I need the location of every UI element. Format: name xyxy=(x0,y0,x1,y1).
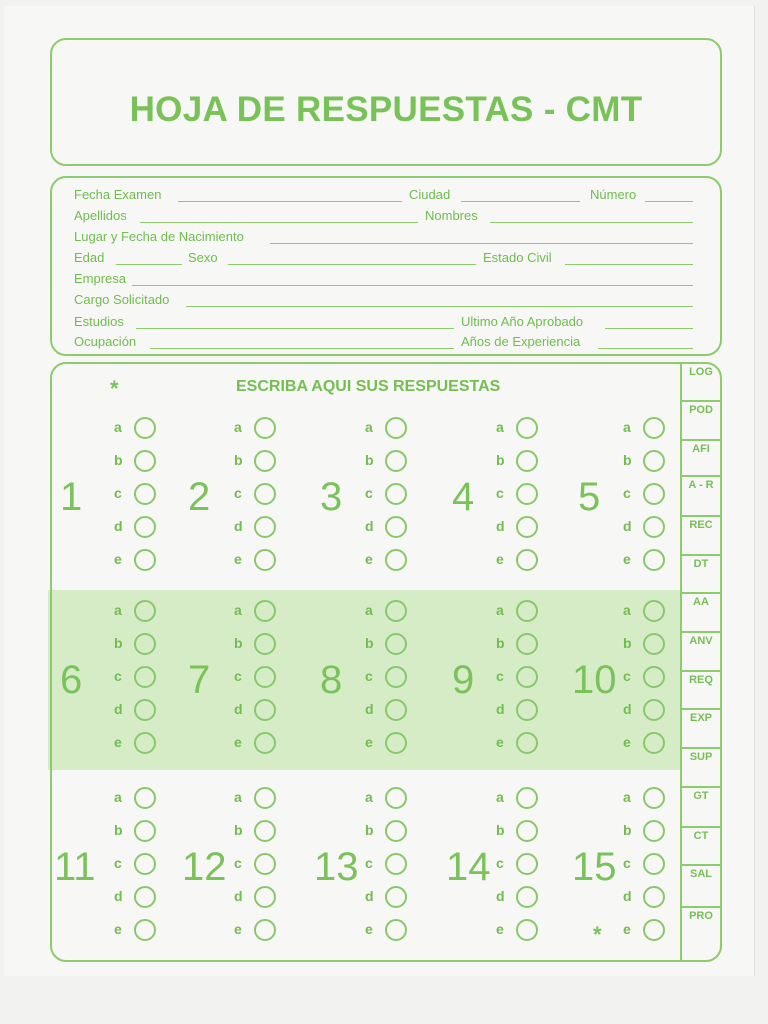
option-label: d xyxy=(623,888,632,904)
label-cargo-solicitado: Cargo Solicitado xyxy=(74,292,170,307)
option-label: d xyxy=(496,701,505,717)
answer-bubble-q3-d[interactable] xyxy=(385,516,407,538)
option-label: a xyxy=(365,789,373,805)
answer-bubble-q14-c[interactable] xyxy=(516,853,538,875)
answer-bubble-q2-e[interactable] xyxy=(254,549,276,571)
option-label: e xyxy=(496,734,504,750)
scale-tag: GT xyxy=(682,788,720,828)
label-numero: Número xyxy=(590,187,637,202)
option-label: c xyxy=(114,485,122,501)
scale-tag: A - R xyxy=(682,477,720,517)
answer-bubble-q12-b[interactable] xyxy=(254,820,276,842)
option-label: b xyxy=(234,452,243,468)
option-label: b xyxy=(496,822,505,838)
question-number: 9 xyxy=(452,658,475,702)
label-ocupacion: Ocupación xyxy=(74,334,137,349)
personal-data-box xyxy=(50,176,722,356)
answer-bubble-q4-d[interactable] xyxy=(516,516,538,538)
field-ocupacion[interactable] xyxy=(150,348,454,349)
scale-tag: ANV xyxy=(682,633,720,672)
scale-tag: SAL xyxy=(682,866,720,908)
answer-bubble-q13-c[interactable] xyxy=(385,853,407,875)
field-edad[interactable] xyxy=(116,264,182,265)
answer-bubble-q7-c[interactable] xyxy=(254,666,276,688)
option-label: b xyxy=(365,635,374,651)
option-label: a xyxy=(234,602,242,618)
label-estado-civil: Estado Civil xyxy=(483,250,552,265)
option-label: d xyxy=(365,701,374,717)
label-ciudad: Ciudad xyxy=(409,187,451,202)
option-label: e xyxy=(234,921,242,937)
answer-bubble-q10-c[interactable] xyxy=(643,666,665,688)
answer-bubble-q1-a[interactable] xyxy=(134,417,156,439)
option-label: e xyxy=(234,551,242,567)
title-box xyxy=(50,38,722,166)
answer-bubble-q5-e[interactable] xyxy=(643,549,665,571)
question-number: 12 xyxy=(182,845,227,889)
answer-bubble-q11-c[interactable] xyxy=(134,853,156,875)
field-numero[interactable] xyxy=(645,201,693,202)
option-label: e xyxy=(365,734,373,750)
option-label: d xyxy=(623,701,632,717)
scale-tag: CT xyxy=(682,828,720,866)
field-anios-experiencia[interactable] xyxy=(598,348,693,349)
option-label: c xyxy=(496,855,504,871)
answer-bubble-q10-a[interactable] xyxy=(643,600,665,622)
answer-bubble-q4-a[interactable] xyxy=(516,417,538,439)
scale-tag: REQ xyxy=(682,672,720,710)
question-number: 2 xyxy=(188,475,211,519)
option-label: b xyxy=(496,635,505,651)
answer-bubble-q12-d[interactable] xyxy=(254,886,276,908)
option-label: a xyxy=(114,602,122,618)
answer-bubble-q14-b[interactable] xyxy=(516,820,538,842)
answer-bubble-q3-e[interactable] xyxy=(385,549,407,571)
option-label: b xyxy=(365,822,374,838)
answer-bubble-q8-c[interactable] xyxy=(385,666,407,688)
answer-bubble-q15-d[interactable] xyxy=(643,886,665,908)
option-label: c xyxy=(234,485,242,501)
answer-bubble-q2-b[interactable] xyxy=(254,450,276,472)
answer-bubble-q15-e[interactable] xyxy=(643,919,665,941)
option-label: c xyxy=(623,855,631,871)
option-label: e xyxy=(114,551,122,567)
option-label: e xyxy=(623,921,631,937)
answer-bubble-q15-b[interactable] xyxy=(643,820,665,842)
option-label: e xyxy=(496,921,504,937)
field-empresa[interactable] xyxy=(132,285,693,286)
answers-header: ESCRIBA AQUI SUS RESPUESTAS xyxy=(236,378,501,395)
option-label: a xyxy=(365,602,373,618)
option-label: e xyxy=(114,734,122,750)
answer-bubble-q6-b[interactable] xyxy=(134,633,156,655)
asterisk-mark: * xyxy=(110,376,119,401)
scale-tag: DT xyxy=(682,556,720,594)
answer-bubble-q9-c[interactable] xyxy=(516,666,538,688)
option-label: d xyxy=(114,701,123,717)
option-label: c xyxy=(365,668,373,684)
label-sexo: Sexo xyxy=(188,250,218,265)
option-label: e xyxy=(623,551,631,567)
option-label: d xyxy=(234,888,243,904)
answer-bubble-q3-b[interactable] xyxy=(385,450,407,472)
answer-bubble-q6-d[interactable] xyxy=(134,699,156,721)
label-apellidos: Apellidos xyxy=(74,208,127,223)
option-label: c xyxy=(114,668,122,684)
question-number: 5 xyxy=(578,475,601,519)
scale-tag: POD xyxy=(682,402,720,441)
answer-bubble-q5-b[interactable] xyxy=(643,450,665,472)
answer-bubble-q8-b[interactable] xyxy=(385,633,407,655)
option-label: a xyxy=(623,789,631,805)
answer-bubble-q4-c[interactable] xyxy=(516,483,538,505)
field-apellidos[interactable] xyxy=(140,222,418,223)
field-nombres[interactable] xyxy=(490,222,693,223)
option-label: e xyxy=(234,734,242,750)
label-anios-experiencia: Años de Experiencia xyxy=(461,334,581,349)
answer-bubble-q10-d[interactable] xyxy=(643,699,665,721)
scale-tag: AA xyxy=(682,594,720,633)
option-label: d xyxy=(496,888,505,904)
field-fecha-examen[interactable] xyxy=(178,201,402,202)
option-label: e xyxy=(114,921,122,937)
option-label: b xyxy=(496,452,505,468)
answer-bubble-q13-a[interactable] xyxy=(385,787,407,809)
label-lugar-fecha-nacimiento: Lugar y Fecha de Nacimiento xyxy=(74,229,244,244)
field-ultimo-anio[interactable] xyxy=(605,328,693,329)
scale-tag: AFI xyxy=(682,441,720,477)
answer-bubble-q3-a[interactable] xyxy=(385,417,407,439)
scale-tag: SUP xyxy=(682,749,720,788)
label-empresa: Empresa xyxy=(74,271,127,286)
answer-bubble-q10-b[interactable] xyxy=(643,633,665,655)
option-label: b xyxy=(623,452,632,468)
option-label: b xyxy=(623,635,632,651)
option-label: b xyxy=(114,635,123,651)
scale-tag: REC xyxy=(682,517,720,556)
label-edad: Edad xyxy=(74,250,105,265)
question-number: 13 xyxy=(314,845,359,889)
label-nombres: Nombres xyxy=(425,208,478,223)
question-number: 15 xyxy=(572,845,617,889)
answer-bubble-q11-d[interactable] xyxy=(134,886,156,908)
label-fecha-examen: Fecha Examen xyxy=(74,187,162,202)
answer-bubble-q8-e[interactable] xyxy=(385,732,407,754)
option-label: d xyxy=(623,518,632,534)
option-label: b xyxy=(234,822,243,838)
answer-bubble-q12-c[interactable] xyxy=(254,853,276,875)
question-number: 1 xyxy=(60,475,83,519)
answer-bubble-q13-b[interactable] xyxy=(385,820,407,842)
answer-bubble-q1-b[interactable] xyxy=(134,450,156,472)
option-label: b xyxy=(365,452,374,468)
scale-tag: EXP xyxy=(682,710,720,749)
option-label: d xyxy=(365,518,374,534)
option-label: a xyxy=(496,602,504,618)
option-label: c xyxy=(234,668,242,684)
option-label: b xyxy=(623,822,632,838)
option-label: a xyxy=(623,602,631,618)
answer-bubble-q2-c[interactable] xyxy=(254,483,276,505)
option-label: d xyxy=(114,888,123,904)
answer-bubble-q6-a[interactable] xyxy=(134,600,156,622)
answer-bubble-q4-b[interactable] xyxy=(516,450,538,472)
answer-bubble-q12-e[interactable] xyxy=(254,919,276,941)
answer-bubble-q10-e[interactable] xyxy=(643,732,665,754)
answer-bubble-q7-e[interactable] xyxy=(254,732,276,754)
label-estudios: Estudios xyxy=(74,314,124,329)
answer-bubble-q15-a[interactable] xyxy=(643,787,665,809)
option-label: a xyxy=(114,419,122,435)
answer-bubble-q14-a[interactable] xyxy=(516,787,538,809)
option-label: c xyxy=(114,855,122,871)
answer-bubble-q11-a[interactable] xyxy=(134,787,156,809)
option-label: e xyxy=(623,734,631,750)
option-label: d xyxy=(496,518,505,534)
answer-bubble-q11-e[interactable] xyxy=(134,919,156,941)
answer-bubble-q8-d[interactable] xyxy=(385,699,407,721)
answer-bubble-q1-d[interactable] xyxy=(134,516,156,538)
scale-tag: PRO xyxy=(689,910,713,922)
sheet-title: HOJA DE RESPUESTAS - CMT xyxy=(129,90,643,129)
answer-bubble-q13-e[interactable] xyxy=(385,919,407,941)
field-ciudad[interactable] xyxy=(461,201,580,202)
answer-bubble-q9-a[interactable] xyxy=(516,600,538,622)
option-label: c xyxy=(623,668,631,684)
option-label: d xyxy=(234,701,243,717)
option-label: b xyxy=(114,822,123,838)
field-estado-civil[interactable] xyxy=(565,264,693,265)
question-number: 14 xyxy=(446,845,491,889)
option-label: d xyxy=(234,518,243,534)
answer-bubble-q5-d[interactable] xyxy=(643,516,665,538)
option-label: d xyxy=(114,518,123,534)
answer-bubble-q3-c[interactable] xyxy=(385,483,407,505)
field-estudios[interactable] xyxy=(136,328,454,329)
option-label: a xyxy=(234,789,242,805)
answer-bubble-q4-e[interactable] xyxy=(516,549,538,571)
answer-bubble-q9-b[interactable] xyxy=(516,633,538,655)
option-label: e xyxy=(365,921,373,937)
question-number: 7 xyxy=(188,658,211,702)
answer-bubble-q7-a[interactable] xyxy=(254,600,276,622)
answer-bubble-q6-e[interactable] xyxy=(134,732,156,754)
option-label: a xyxy=(623,419,631,435)
option-label: a xyxy=(365,419,373,435)
question-number: 3 xyxy=(320,475,343,519)
question-number: 6 xyxy=(60,658,83,702)
option-label: c xyxy=(496,668,504,684)
option-label: d xyxy=(365,888,374,904)
answer-bubble-q5-c[interactable] xyxy=(643,483,665,505)
answer-bubble-q13-d[interactable] xyxy=(385,886,407,908)
answer-bubble-q9-e[interactable] xyxy=(516,732,538,754)
answer-bubble-q14-e[interactable] xyxy=(516,919,538,941)
option-label: a xyxy=(496,789,504,805)
field-cargo-solicitado[interactable] xyxy=(186,306,693,307)
option-label: e xyxy=(365,551,373,567)
asterisk-mark-bottom: * xyxy=(593,922,602,947)
question-number: 4 xyxy=(452,475,475,519)
answer-bubble-q12-a[interactable] xyxy=(254,787,276,809)
option-label: a xyxy=(234,419,242,435)
answer-bubble-q11-b[interactable] xyxy=(134,820,156,842)
question-number: 11 xyxy=(54,845,96,889)
scale-tag: LOG xyxy=(682,364,720,402)
answer-bubble-q6-c[interactable] xyxy=(134,666,156,688)
option-label: e xyxy=(496,551,504,567)
answer-bubble-q7-b[interactable] xyxy=(254,633,276,655)
answer-bubble-q7-d[interactable] xyxy=(254,699,276,721)
answer-bubble-q2-a[interactable] xyxy=(254,417,276,439)
field-sexo[interactable] xyxy=(228,264,476,265)
option-label: b xyxy=(234,635,243,651)
option-label: c xyxy=(365,485,373,501)
answer-bubble-q9-d[interactable] xyxy=(516,699,538,721)
option-label: c xyxy=(496,485,504,501)
answer-bubble-q15-c[interactable] xyxy=(643,853,665,875)
answer-bubble-q1-c[interactable] xyxy=(134,483,156,505)
question-number: 10 xyxy=(572,658,617,702)
option-label: a xyxy=(114,789,122,805)
answer-bubble-q2-d[interactable] xyxy=(254,516,276,538)
option-label: b xyxy=(114,452,123,468)
field-lugar-fecha-nacimiento[interactable] xyxy=(270,243,693,244)
option-label: c xyxy=(365,855,373,871)
option-label: c xyxy=(234,855,242,871)
option-label: c xyxy=(623,485,631,501)
label-ultimo-anio: Ultimo Año Aprobado xyxy=(461,314,584,329)
option-label: a xyxy=(496,419,504,435)
answer-bubble-q1-e[interactable] xyxy=(134,549,156,571)
question-number: 8 xyxy=(320,658,343,702)
answer-bubble-q14-d[interactable] xyxy=(516,886,538,908)
answer-bubble-q8-a[interactable] xyxy=(385,600,407,622)
answer-bubble-q5-a[interactable] xyxy=(643,417,665,439)
